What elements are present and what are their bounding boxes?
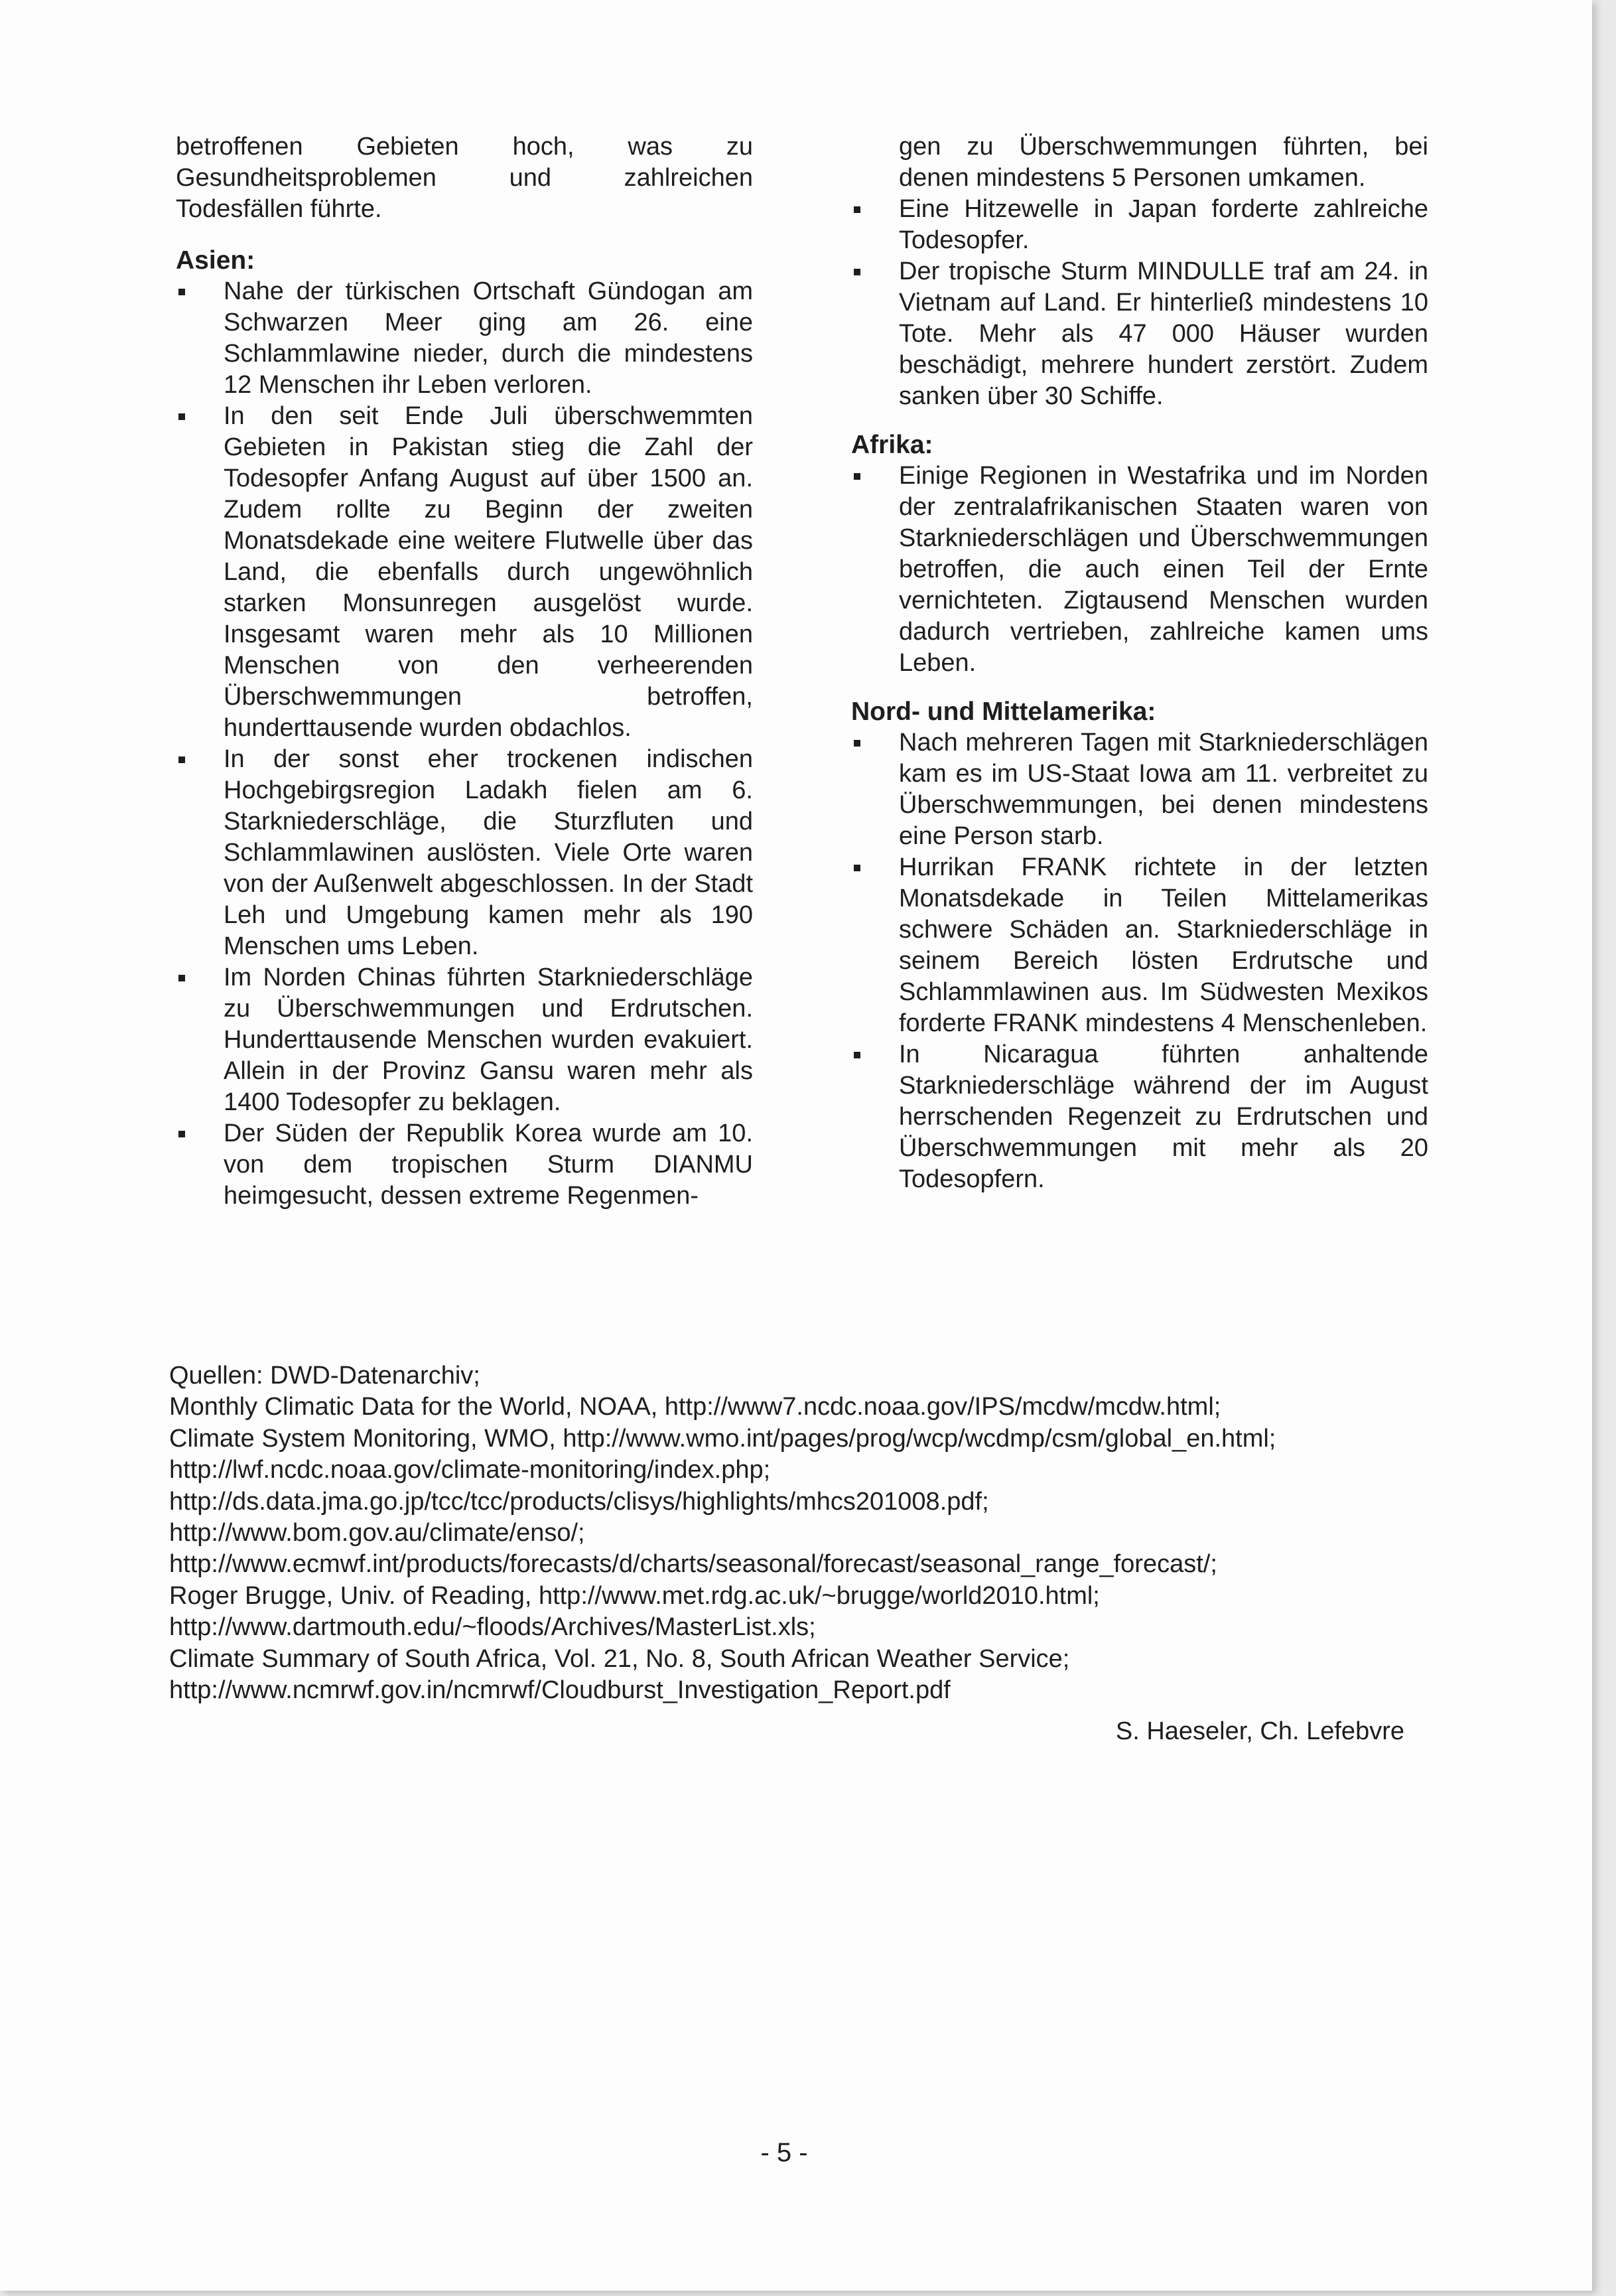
- section-heading-asia: Asien:: [176, 246, 255, 275]
- list-item: [176, 401, 753, 744]
- list-item: [851, 1039, 1428, 1195]
- bullet-icon: [854, 269, 860, 275]
- africa-list: [851, 461, 1428, 679]
- north-central-america-list: [851, 727, 1428, 1195]
- list-item: [176, 744, 753, 962]
- list-item-text: Hurrikan FRANK richtete in der letzten Monatsdekade in Teilen Mittelamerikas schwere Schäden an. Starkniederschläge in seinem Bereich lösten Erdrutsche und Schlammlawinen aus. Im Südwesten Mexikos forderte FRANK mindestens 4 Menschenleben.: [899, 853, 1428, 1037]
- source-line: http://lwf.ncdc.noaa.gov/climate-monitoring/index.php;: [169, 1456, 771, 1484]
- list-item: [851, 194, 1428, 256]
- section-heading-africa: Afrika:: [851, 431, 933, 459]
- list-item-text: Im Norden Chinas führten Starkniederschläge zu Überschwemmungen und Erdrutschen. Hunderttausende Menschen wurden evakuiert. Allein in der Provinz Gansu waren mehr als 1400 Todesopfer zu beklagen.: [224, 964, 753, 1116]
- sources-block: [169, 1360, 1430, 1706]
- bullet-icon: [178, 1131, 185, 1137]
- left-column: [176, 131, 753, 1212]
- source-line: http://ds.data.jma.go.jp/tcc/tcc/products/clisys/highlights/mhcs201008.pdf;: [169, 1487, 989, 1516]
- source-line: http://www.ecmwf.int/products/forecasts/d/charts/seasonal/forecast/seasonal_range_forecast/;: [169, 1550, 1217, 1579]
- list-item-text: In den seit Ende Juli überschwemmten Gebieten in Pakistan stieg die Zahl der Todesopfer Anfang August auf über 1500 an. Zudem rollte zu Beginn der zweiten Monatsdekade eine weitere Flutwelle über das Land, die ebenfalls durch ungewöhnlich starken Monsunregen ausgelöst wurde. Insgesamt waren mehr als 10 Millionen Menschen von den verheerenden Überschwemmungen betroffen, hunderttausende wurden obdachlos.: [224, 402, 753, 742]
- list-item-text: In der sonst eher trockenen indischen Hochgebirgsregion Ladakh fielen am 6. Starkniederschläge, die Sturzfluten und Schlammlawinen auslösten. Viele Orte waren von der Außenwelt abgeschlossen. In der Stadt Leh und Umgebung kamen mehr als 190 Menschen ums Leben.: [224, 745, 753, 960]
- list-item-text: Einige Regionen in Westafrika und im Norden der zentralafrikanischen Staaten waren von Starkniederschlägen und Überschwemmungen betroffen, die auch einen Teil der Ernte vernichteten. Zigtausend Menschen wurden dadurch vertrieben, zahlreiche kamen ums Leben.: [899, 462, 1428, 677]
- bullet-icon: [178, 975, 185, 981]
- list-item: [851, 727, 1428, 852]
- bullet-icon: [178, 289, 185, 295]
- list-item: [851, 256, 1428, 412]
- source-line: Climate Summary of South Africa, Vol. 21, No. 8, South African Weather Service;: [169, 1644, 1070, 1673]
- list-item-text: Eine Hitzewelle in Japan forderte zahlreiche Todesopfer.: [899, 195, 1428, 254]
- source-line: Monthly Climatic Data for the World, NOAA, http://www7.ncdc.noaa.gov/IPS/mcdw/mcdw.html;: [169, 1393, 1221, 1421]
- list-item-text: In Nicaragua führten anhaltende Starkniederschläge während der im August herrschenden Regenzeit zu Erdrutschen und Überschwemmungen mit mehr als 20 Todesopfern.: [899, 1040, 1428, 1193]
- list-item: [176, 962, 753, 1118]
- section-heading-north-central-america: Nord- und Mittelamerika:: [851, 697, 1156, 726]
- source-line: http://www.dartmouth.edu/~floods/Archives/MasterList.xls;: [169, 1613, 816, 1642]
- bullet-icon: [854, 865, 860, 871]
- list-item-text: Der Süden der Republik Korea wurde am 10. von dem tropischen Sturm DIANMU heimgesucht, dessen extreme Regenmen-: [224, 1119, 753, 1210]
- source-line: Climate System Monitoring, WMO, http://www.wmo.int/pages/prog/wcp/wcdmp/csm/global_en.html;: [169, 1424, 1276, 1453]
- right-column: [851, 131, 1428, 1195]
- source-line: http://www.ncmrwf.gov.in/ncmrwf/Cloudburst_Investigation_Report.pdf: [169, 1676, 951, 1705]
- list-item: [176, 1118, 753, 1212]
- source-line: http://www.bom.gov.au/climate/enso/;: [169, 1519, 585, 1547]
- page-number: - 5 -: [760, 2138, 808, 2167]
- authors-line: S. Haeseler, Ch. Lefebvre: [1115, 1717, 1404, 1745]
- bullet-icon: [854, 1052, 860, 1058]
- list-item-text: gen zu Überschwemmungen führten, bei denen mindestens 5 Personen umkamen.: [899, 133, 1428, 192]
- list-item-continued: [851, 131, 1428, 194]
- source-line: Quellen: DWD-Datenarchiv;: [169, 1362, 480, 1390]
- list-item: [176, 276, 753, 401]
- list-item-text: Der tropische Sturm MINDULLE traf am 24. in Vietnam auf Land. Er hinterließ mindestens 10 Tote. Mehr als 47 000 Häuser wurden beschädigt, mehrere hundert zerstört. Zudem sanken über 30 Schiffe.: [899, 257, 1428, 410]
- bullet-icon: [854, 740, 860, 747]
- bullet-icon: [854, 206, 860, 213]
- intro-paragraph: betroffenen Gebieten hoch, was zu Gesundheitsproblemen und zahlreichen Todesfällen führte.: [176, 133, 753, 223]
- list-item-text: Nach mehreren Tagen mit Starkniederschlägen kam es im US-Staat Iowa am 11. verbreitet zu Überschwemmungen, bei denen mindestens eine Person starb.: [899, 729, 1428, 850]
- list-item: [851, 461, 1428, 679]
- list-item: [851, 852, 1428, 1039]
- bullet-icon: [178, 413, 185, 420]
- list-item-text: Nahe der türkischen Ortschaft Gündogan am Schwarzen Meer ging am 26. eine Schlammlawine nieder, durch die mindestens 12 Menschen ihr Leben verloren.: [224, 277, 753, 399]
- asia-list: [176, 276, 753, 1212]
- asia-continued-list: [851, 131, 1428, 412]
- source-line: Roger Brugge, Univ. of Reading, http://www.met.rdg.ac.uk/~brugge/world2010.html;: [169, 1581, 1100, 1610]
- bullet-icon: [854, 473, 860, 480]
- bullet-icon: [178, 756, 185, 763]
